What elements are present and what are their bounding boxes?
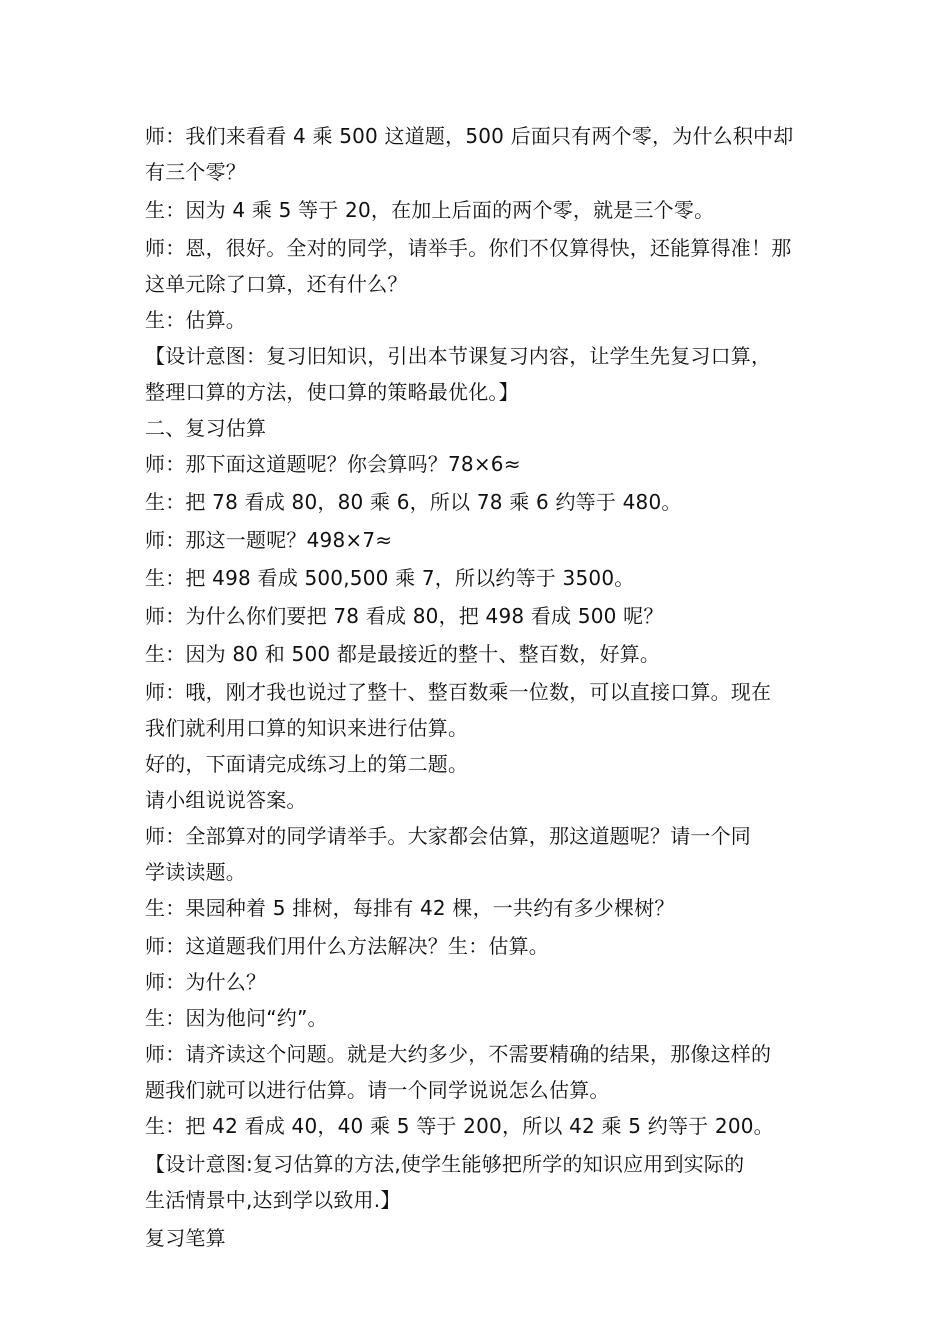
text-line: 生：把 78 看成 80，80 乘 6，所以 78 乘 6 约等于 480。 [145, 490, 682, 514]
text-line: 整理口算的方法，使口算的策略最优化。】 [145, 380, 519, 404]
text-line: 师：我们来看看 4 乘 500 这道题，500 后面只有两个零，为什么积中却 [145, 124, 794, 148]
text-line: 我们就利用口算的知识来进行估算。 [145, 716, 469, 740]
text-line: 请小组说说答案。 [145, 788, 307, 812]
text-line: 生：因为他问“约”。 [145, 1006, 328, 1030]
text-line: 这单元除了口算，还有什么？ [145, 272, 408, 296]
text-line: 生：把 498 看成 500,500 乘 7，所以约等于 3500。 [145, 566, 635, 590]
text-line: 师：为什么你们要把 78 看成 80，把 498 看成 500 呢？ [145, 604, 664, 628]
text-line: 生：估算。 [145, 308, 246, 332]
text-line: 师：请齐读这个问题。就是大约多少，不需要精确的结果，那像这样的 [145, 1042, 772, 1066]
text-line: 生活情景中,达到学以致用.】 [145, 1188, 401, 1212]
section-heading: 二、复习估算 [145, 416, 267, 440]
text-line: 【设计意图:复习估算的方法,使学生能够把所学的知识应用到实际的 [145, 1152, 745, 1176]
text-line: 师：哦，刚才我也说过了整十、整百数乘一位数，可以直接口算。现在 [145, 680, 772, 704]
text-line: 【设计意图：复习旧知识，引出本节课复习内容，让学生先复习口算， [145, 344, 772, 368]
text-line: 师：恩，很好。全对的同学，请举手。你们不仅算得快，还能算得准！那 [145, 236, 792, 260]
text-line: 题我们就可以进行估算。请一个同学说说怎么估算。 [145, 1078, 610, 1102]
text-line: 师：为什么？ [145, 970, 267, 994]
text-line: 师：这道题我们用什么方法解决？生：估算。 [145, 934, 549, 958]
text-line: 生：果园种着 5 排树，每排有 42 棵，一共约有多少棵树？ [145, 896, 675, 920]
text-line: 生：因为 80 和 500 都是最接近的整十、整百数，好算。 [145, 642, 661, 666]
text-line: 好的，下面请完成练习上的第二题。 [145, 752, 469, 776]
text-line: 师：那下面这道题呢？你会算吗？78×6≈ [145, 452, 521, 476]
text-line: 生：因为 4 乘 5 等于 20，在加上后面的两个零，就是三个零。 [145, 198, 715, 222]
document-body [145, 118, 809, 1256]
text-line: 生：把 42 看成 40，40 乘 5 等于 200，所以 42 乘 5 约等于 200。 [145, 1114, 774, 1138]
text-line: 有三个零？ [145, 160, 246, 184]
text-line: 学读读题。 [145, 860, 246, 884]
section-heading: 复习笔算 [145, 1226, 226, 1250]
text-line: 师：全部算对的同学请举手。大家都会估算，那这道题呢？请一个同 [145, 824, 751, 848]
text-line: 师：那这一题呢？498×7≈ [145, 528, 393, 552]
